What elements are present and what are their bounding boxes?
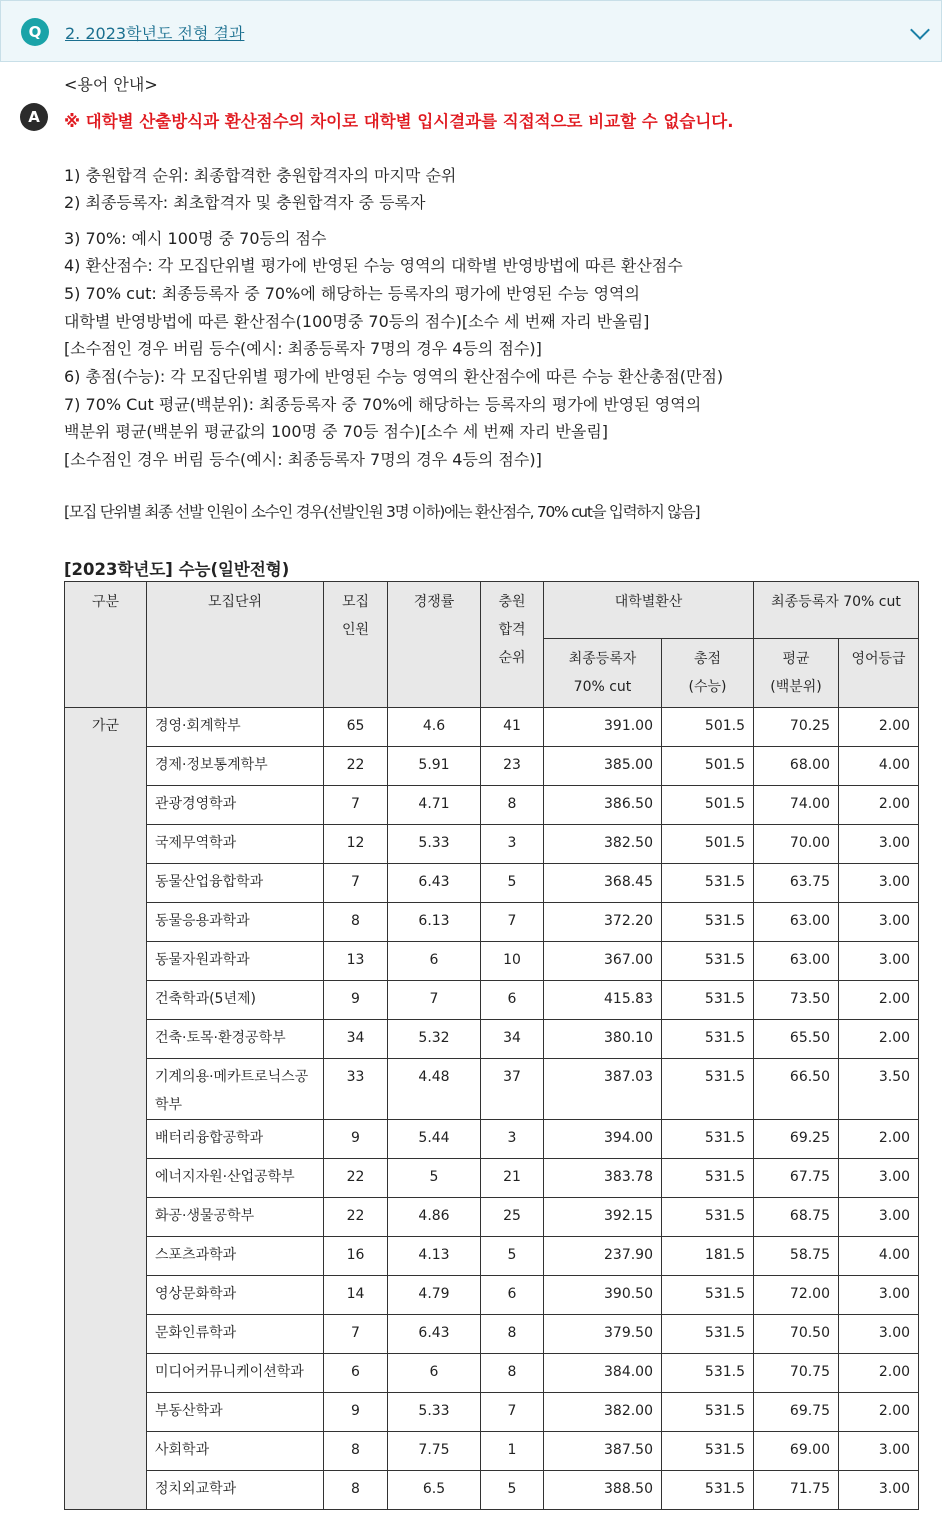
cell-quota: 6 [324, 1354, 388, 1393]
cell-quota: 7 [324, 1315, 388, 1354]
cell-unit: 문화인류학과 [147, 1315, 324, 1354]
cell-rank: 41 [481, 708, 544, 747]
cell-comp: 5.91 [388, 747, 481, 786]
table-row [65, 1059, 919, 1120]
cell-eng: 3.00 [839, 1315, 919, 1354]
cell-avg: 70.00 [754, 825, 839, 864]
definition-line: 7) 70% Cut 평균(백분위): 최종등록자 중 70%에 해당하는 등록자의 평가에 반영된 영역의 [64, 395, 702, 414]
cell-avg: 67.75 [754, 1159, 839, 1198]
cell-quota: 7 [324, 864, 388, 903]
cell-unit: 경제·정보통계학부 [147, 747, 324, 786]
cell-rank: 8 [481, 1315, 544, 1354]
cell-quota: 22 [324, 747, 388, 786]
cell-eng: 3.50 [839, 1059, 919, 1120]
cell-comp: 5.33 [388, 1393, 481, 1432]
cell-eng: 2.00 [839, 1120, 919, 1159]
cell-avg: 70.75 [754, 1354, 839, 1393]
cell-cut: 392.15 [544, 1198, 662, 1237]
cell-comp: 6 [388, 1354, 481, 1393]
table-row [65, 864, 919, 903]
header-english: 영어등급 [839, 639, 919, 708]
cell-avg: 71.75 [754, 1471, 839, 1510]
cell-comp: 4.6 [388, 708, 481, 747]
header-competition: 경쟁률 [388, 582, 481, 708]
cell-rank: 3 [481, 1120, 544, 1159]
cell-comp: 4.79 [388, 1276, 481, 1315]
table-row [65, 981, 919, 1020]
cell-total: 531.5 [662, 1393, 754, 1432]
cell-eng: 3.00 [839, 1471, 919, 1510]
cell-unit: 건축학과(5년제) [147, 981, 324, 1020]
header-quota: 모집 인원 [324, 582, 388, 708]
cell-cut: 382.50 [544, 825, 662, 864]
selection-note: [모집 단위별 최종 선발 인원이 소수인 경우(선발인원 3명 이하)에는 환산점수, 70% cut을 입력하지 않음] [64, 503, 700, 521]
cell-cut: 372.20 [544, 903, 662, 942]
cell-comp: 5.32 [388, 1020, 481, 1059]
cell-rank: 8 [481, 786, 544, 825]
cell-rank: 8 [481, 1354, 544, 1393]
definition-line: 5) 70% cut: 최종등록자 중 70%에 해당하는 등록자의 평가에 반영된 수능 영역의 [64, 284, 640, 303]
cell-cut: 383.78 [544, 1159, 662, 1198]
cell-total: 531.5 [662, 864, 754, 903]
cell-avg: 63.75 [754, 864, 839, 903]
definition-line: 4) 환산점수: 각 모집단위별 평가에 반영된 수능 영역의 대학별 반영방법에 따른 환산점수 [64, 256, 683, 275]
warning-text: ※ 대학별 산출방식과 환산점수의 차이로 대학별 입시결과를 직접적으로 비교할 수 없습니다. [64, 112, 734, 131]
cell-eng: 4.00 [839, 747, 919, 786]
table-row [65, 1198, 919, 1237]
cell-rank: 6 [481, 1276, 544, 1315]
answer-badge: A [20, 103, 48, 131]
cell-total: 531.5 [662, 1471, 754, 1510]
cell-avg: 73.50 [754, 981, 839, 1020]
chevron-down-icon[interactable] [910, 20, 930, 40]
header-unit: 모집단위 [147, 582, 324, 708]
header-converted: 대학별환산 [544, 582, 754, 639]
cell-unit: 건축·토목·환경공학부 [147, 1020, 324, 1059]
cell-total: 501.5 [662, 786, 754, 825]
cell-rank: 7 [481, 903, 544, 942]
cell-unit: 동물산업융합학과 [147, 864, 324, 903]
cell-cut: 237.90 [544, 1237, 662, 1276]
table-row [65, 1315, 919, 1354]
cell-eng: 2.00 [839, 1354, 919, 1393]
table-row [65, 1393, 919, 1432]
table-row [65, 1159, 919, 1198]
table-row [65, 903, 919, 942]
question-badge: Q [21, 18, 49, 46]
cell-total: 531.5 [662, 1159, 754, 1198]
definition-line: 1) 충원합격 순위: 최종합격한 충원합격자의 마지막 순위 [64, 166, 457, 185]
cell-avg: 68.75 [754, 1198, 839, 1237]
cell-total: 531.5 [662, 1315, 754, 1354]
cell-total: 531.5 [662, 942, 754, 981]
cell-unit: 경영·회계학부 [147, 708, 324, 747]
cell-quota: 8 [324, 1432, 388, 1471]
definition-line: [소수점인 경우 버림 등수(예시: 최종등록자 7명의 경우 4등의 점수)] [64, 339, 542, 358]
cell-avg: 63.00 [754, 942, 839, 981]
cell-unit: 화공·생물공학부 [147, 1198, 324, 1237]
table-row [65, 1276, 919, 1315]
cell-eng: 2.00 [839, 786, 919, 825]
definition-line: 3) 70%: 예시 100명 중 70등의 점수 [64, 229, 327, 248]
cell-comp: 4.71 [388, 786, 481, 825]
cell-cut: 385.00 [544, 747, 662, 786]
cell-quota: 9 [324, 981, 388, 1020]
cell-eng: 3.00 [839, 1198, 919, 1237]
cell-cut: 391.00 [544, 708, 662, 747]
cell-total: 531.5 [662, 981, 754, 1020]
cell-quota: 65 [324, 708, 388, 747]
cell-quota: 9 [324, 1393, 388, 1432]
definition-line: 대학별 반영방법에 따른 환산점수(100명중 70등의 점수)[소수 세 번째 자리 반올림] [64, 312, 650, 331]
cell-quota: 22 [324, 1159, 388, 1198]
header-group: 구분 [65, 582, 147, 708]
cell-rank: 6 [481, 981, 544, 1020]
definition-line: 6) 총점(수능): 각 모집단위별 평가에 반영된 수능 영역의 환산점수에 따른 수능 환산총점(만점) [64, 367, 724, 386]
cell-total: 531.5 [662, 1276, 754, 1315]
cell-total: 181.5 [662, 1237, 754, 1276]
cell-eng: 3.00 [839, 1159, 919, 1198]
cell-quota: 9 [324, 1120, 388, 1159]
table-row [65, 1237, 919, 1276]
cell-unit: 영상문화학과 [147, 1276, 324, 1315]
cell-unit: 배터리융합공학과 [147, 1120, 324, 1159]
cell-avg: 66.50 [754, 1059, 839, 1120]
cell-unit: 스포츠과학과 [147, 1237, 324, 1276]
cell-unit: 관광경영학과 [147, 786, 324, 825]
cell-eng: 4.00 [839, 1237, 919, 1276]
cell-total: 501.5 [662, 747, 754, 786]
cell-comp: 6.43 [388, 1315, 481, 1354]
cell-comp: 5.44 [388, 1120, 481, 1159]
cell-quota: 14 [324, 1276, 388, 1315]
definition-line: [소수점인 경우 버림 등수(예시: 최종등록자 7명의 경우 4등의 점수)] [64, 450, 542, 469]
cell-comp: 6 [388, 942, 481, 981]
cell-unit: 국제무역학과 [147, 825, 324, 864]
cell-cut: 386.50 [544, 786, 662, 825]
cell-comp: 5 [388, 1159, 481, 1198]
cell-rank: 25 [481, 1198, 544, 1237]
cell-cut: 394.00 [544, 1120, 662, 1159]
cell-rank: 7 [481, 1393, 544, 1432]
cell-total: 501.5 [662, 825, 754, 864]
group-cell: 가군 [65, 708, 147, 1510]
cell-avg: 63.00 [754, 903, 839, 942]
question-header[interactable] [0, 0, 942, 62]
cell-eng: 3.00 [839, 942, 919, 981]
cell-comp: 6.5 [388, 1471, 481, 1510]
table-row [65, 1471, 919, 1510]
cell-cut: 415.83 [544, 981, 662, 1020]
table-row [65, 1354, 919, 1393]
cell-quota: 16 [324, 1237, 388, 1276]
cell-quota: 13 [324, 942, 388, 981]
cell-cut: 387.50 [544, 1432, 662, 1471]
table-row [65, 825, 919, 864]
table-row [65, 1020, 919, 1059]
cell-unit: 에너지자원·산업공학부 [147, 1159, 324, 1198]
cell-comp: 4.13 [388, 1237, 481, 1276]
cell-quota: 8 [324, 903, 388, 942]
cell-eng: 3.00 [839, 864, 919, 903]
cell-comp: 5.33 [388, 825, 481, 864]
cell-quota: 34 [324, 1020, 388, 1059]
definition-line: 백분위 평균(백분위 평균값의 100명 중 70등 점수)[소수 세 번째 자리 반올림] [64, 422, 609, 441]
cell-comp: 6.13 [388, 903, 481, 942]
cell-quota: 7 [324, 786, 388, 825]
guide-heading: <용어 안내> [64, 75, 158, 94]
cell-total: 531.5 [662, 1059, 754, 1120]
cell-avg: 68.00 [754, 747, 839, 786]
cell-rank: 5 [481, 1471, 544, 1510]
cell-rank: 10 [481, 942, 544, 981]
cell-avg: 65.50 [754, 1020, 839, 1059]
cell-comp: 6.43 [388, 864, 481, 903]
cell-cut: 380.10 [544, 1020, 662, 1059]
cell-unit: 기계의용·메카트로닉스공학부 [147, 1059, 324, 1120]
cell-eng: 3.00 [839, 903, 919, 942]
cell-eng: 3.00 [839, 825, 919, 864]
cell-comp: 4.86 [388, 1198, 481, 1237]
table-row [65, 747, 919, 786]
cell-comp: 7.75 [388, 1432, 481, 1471]
definition-line: 2) 최종등록자: 최초합격자 및 충원합격자 중 등록자 [64, 193, 426, 212]
cell-rank: 21 [481, 1159, 544, 1198]
cell-eng: 2.00 [839, 1393, 919, 1432]
cell-rank: 5 [481, 1237, 544, 1276]
cell-eng: 3.00 [839, 1432, 919, 1471]
table-row [65, 708, 919, 747]
cell-cut: 382.00 [544, 1393, 662, 1432]
cell-total: 501.5 [662, 708, 754, 747]
cell-cut: 368.45 [544, 864, 662, 903]
header-final70: 최종등록자 70% cut [754, 582, 919, 639]
cell-rank: 1 [481, 1432, 544, 1471]
cell-total: 531.5 [662, 1120, 754, 1159]
cell-quota: 12 [324, 825, 388, 864]
table-row [65, 942, 919, 981]
cell-avg: 69.75 [754, 1393, 839, 1432]
cell-avg: 70.50 [754, 1315, 839, 1354]
cell-cut: 388.50 [544, 1471, 662, 1510]
cell-total: 531.5 [662, 1432, 754, 1471]
table-row [65, 1432, 919, 1471]
question-title-link[interactable]: 2. 2023학년도 전형 결과 [65, 24, 245, 43]
cell-avg: 69.00 [754, 1432, 839, 1471]
table-title: [2023학년도] 수능(일반전형) [64, 560, 290, 579]
cell-total: 531.5 [662, 1198, 754, 1237]
cell-eng: 2.00 [839, 708, 919, 747]
cell-rank: 23 [481, 747, 544, 786]
cell-unit: 사회학과 [147, 1432, 324, 1471]
header-total: 총점 (수능) [662, 639, 754, 708]
cell-cut: 387.03 [544, 1059, 662, 1120]
cell-avg: 58.75 [754, 1237, 839, 1276]
cell-rank: 37 [481, 1059, 544, 1120]
table-row [65, 1120, 919, 1159]
cell-unit: 미디어커뮤니케이션학과 [147, 1354, 324, 1393]
cell-avg: 74.00 [754, 786, 839, 825]
cell-comp: 7 [388, 981, 481, 1020]
cell-unit: 부동산학과 [147, 1393, 324, 1432]
cell-total: 531.5 [662, 1020, 754, 1059]
cell-unit: 동물응용과학과 [147, 903, 324, 942]
header-waitlist: 충원 합격 순위 [481, 582, 544, 708]
cell-cut: 390.50 [544, 1276, 662, 1315]
results-table [64, 581, 919, 1510]
cell-eng: 3.00 [839, 1276, 919, 1315]
cell-quota: 8 [324, 1471, 388, 1510]
cell-cut: 384.00 [544, 1354, 662, 1393]
cell-rank: 5 [481, 864, 544, 903]
table-header-row [65, 582, 919, 639]
cell-rank: 3 [481, 825, 544, 864]
cell-total: 531.5 [662, 903, 754, 942]
cell-avg: 72.00 [754, 1276, 839, 1315]
cell-unit: 정치외교학과 [147, 1471, 324, 1510]
cell-eng: 2.00 [839, 981, 919, 1020]
header-cut: 최종등록자 70% cut [544, 639, 662, 708]
cell-total: 531.5 [662, 1354, 754, 1393]
cell-quota: 22 [324, 1198, 388, 1237]
cell-avg: 70.25 [754, 708, 839, 747]
cell-unit: 동물자원과학과 [147, 942, 324, 981]
header-avg: 평균 (백분위) [754, 639, 839, 708]
cell-rank: 34 [481, 1020, 544, 1059]
table-row [65, 786, 919, 825]
cell-eng: 2.00 [839, 1020, 919, 1059]
cell-avg: 69.25 [754, 1120, 839, 1159]
cell-quota: 33 [324, 1059, 388, 1120]
cell-cut: 367.00 [544, 942, 662, 981]
cell-cut: 379.50 [544, 1315, 662, 1354]
cell-comp: 4.48 [388, 1059, 481, 1120]
